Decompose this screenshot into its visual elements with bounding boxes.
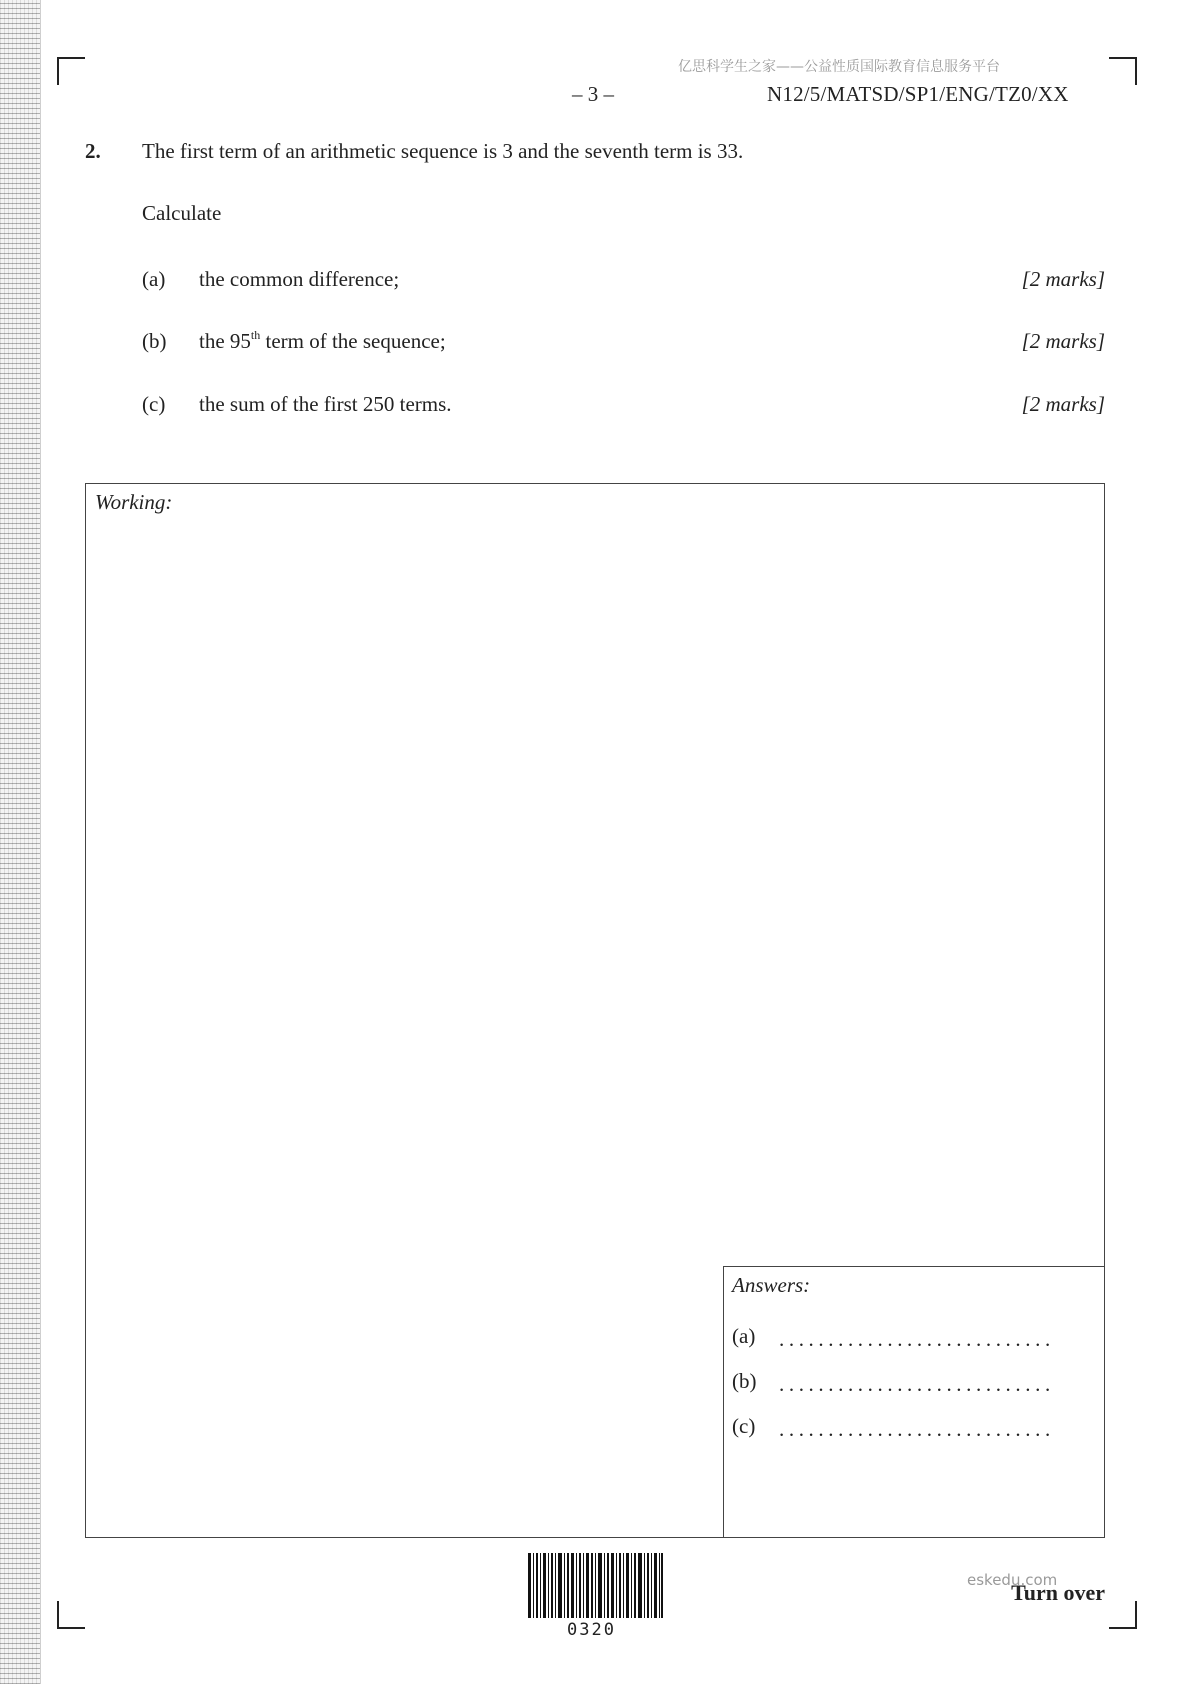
crop-mark-bottom-right	[1109, 1601, 1137, 1629]
question-stem: The first term of an arithmetic sequence is 3 and the seventh term is 33.	[142, 139, 744, 163]
answer-c-label: (c)	[732, 1414, 756, 1438]
answer-a-line[interactable]: ............................	[779, 1327, 1055, 1349]
answers-box	[723, 1266, 1105, 1538]
question-number: 2.	[85, 139, 101, 163]
paper-code: N12/5/MATSD/SP1/ENG/TZ0/XX	[767, 82, 1069, 106]
site-watermark: eskedu.com	[967, 1571, 1058, 1589]
part-b-text-before: the 95	[199, 329, 251, 353]
barcode-number: 0320	[567, 1620, 616, 1640]
turn-over: Turn over	[1011, 1580, 1105, 1605]
binding-edge	[0, 0, 41, 1684]
crop-mark-top-left	[57, 57, 85, 85]
question-instruction: Calculate	[142, 201, 222, 225]
barcode	[528, 1553, 663, 1618]
page-number: – 3 –	[572, 82, 614, 106]
part-a-marks: [2 marks]	[1021, 267, 1105, 291]
part-b-superscript: th	[250, 328, 261, 342]
answer-b-label: (b)	[732, 1369, 757, 1393]
part-c-label: (c)	[142, 392, 166, 416]
part-c-text: the sum of the first 250 terms.	[199, 392, 452, 416]
header-watermark: 亿思科学生之家——公益性质国际教育信息服务平台	[678, 59, 1000, 75]
answer-c-line[interactable]: ............................	[779, 1417, 1055, 1439]
part-a-text: the common difference;	[199, 267, 400, 291]
answers-title: Answers:	[732, 1273, 811, 1297]
crop-mark-bottom-left	[57, 1601, 85, 1629]
answer-b-line[interactable]: ............................	[779, 1372, 1055, 1394]
part-b-label: (b)	[142, 329, 167, 353]
part-c-marks: [2 marks]	[1021, 392, 1105, 416]
part-b-text-after: term of the sequence;	[260, 329, 446, 353]
working-label: Working:	[95, 490, 173, 514]
crop-mark-top-right	[1109, 57, 1137, 85]
part-a-label: (a)	[142, 267, 166, 291]
part-b-marks: [2 marks]	[1021, 329, 1105, 353]
answer-a-label: (a)	[732, 1324, 756, 1348]
part-b-text	[199, 329, 446, 354]
